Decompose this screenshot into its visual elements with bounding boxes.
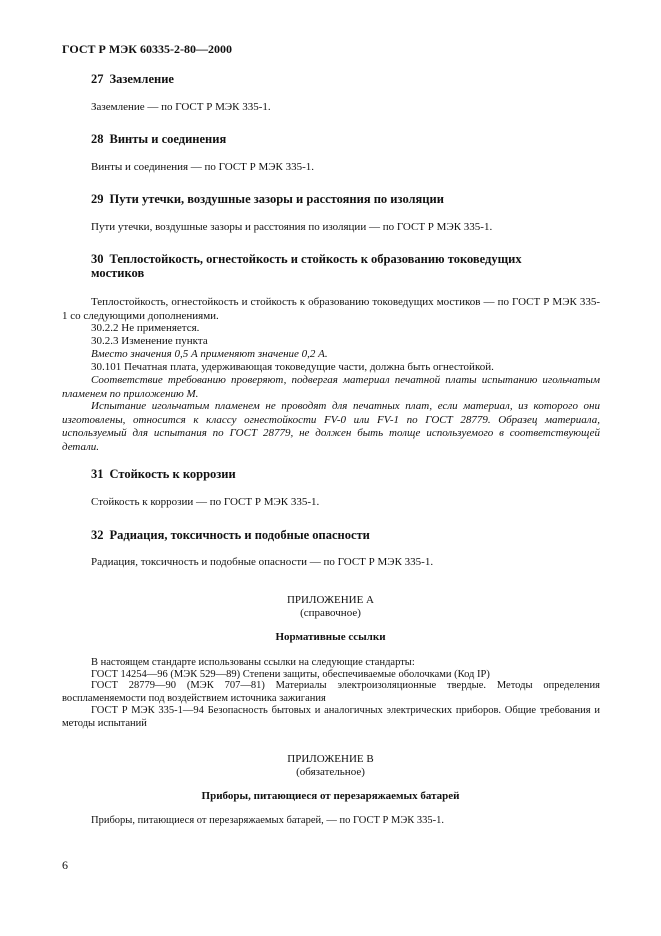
- section-number: 27: [91, 72, 104, 86]
- section-number: 31: [91, 467, 104, 481]
- appendix-b-text: Приборы, питающиеся от перезаряжаемых батарей, — по ГОСТ Р МЭК 335-1.: [91, 815, 445, 826]
- appendix-b-label: ПРИЛОЖЕНИЕ В: [287, 753, 374, 765]
- section-title-text: Теплостойкость, огнестойкость и стойкость к образованию токоведущих: [109, 252, 522, 266]
- clause-30-2-2: 30.2.2 Не применяется.: [91, 322, 200, 334]
- section-28-title: [91, 132, 226, 147]
- clause-30-2-3: 30.2.3 Изменение пункта: [91, 335, 208, 347]
- section-28-text: Винты и соединения — по ГОСТ Р МЭК 335-1.: [91, 161, 315, 173]
- section-number: 30: [91, 252, 104, 266]
- appendix-a-label: ПРИЛОЖЕНИЕ А: [286, 594, 374, 606]
- section-29-text: Пути утечки, воздушные зазоры и расстояния по изоляции — по ГОСТ Р МЭК 335-1.: [91, 221, 493, 233]
- section-30-title-cont: мостиков: [91, 266, 145, 280]
- section-number: 29: [91, 192, 104, 206]
- compliance-text: Соответствие требованию проверяют, подвергая материал печатной платы испытанию игольчатым пламенем по приложению М.: [62, 374, 600, 400]
- reference-item: ГОСТ Р МЭК 335-1—94 Безопасность бытовых и аналогичных электрических приборов. Общие требования и методы испытаний: [62, 705, 600, 729]
- appendix-a-title: Нормативные ссылки: [275, 631, 386, 643]
- needle-flame-test-text: Испытание игольчатым пламенем не проводят для печатных плат, если материал, из которого они изготовлены, относится к классу огнестойкости FV-0 или FV-1 по ГОСТ 28779. Образец материала, используемый для испытания по ГОСТ 28779, не должен быть толще используемого в соответствующей детали.: [62, 400, 600, 453]
- section-title-text: Пути утечки, воздушные зазоры и расстояния по изоляции: [109, 192, 444, 206]
- appendix-b-status: (обязательное): [296, 766, 365, 778]
- section-title-text: Радиация, токсичность и подобные опасности: [109, 528, 370, 542]
- clause-30-101: 30.101 Печатная плата, удерживающая токоведущие части, должна быть огнестойкой.: [91, 361, 494, 373]
- section-30-title: [91, 252, 601, 267]
- section-32-title: [91, 528, 370, 543]
- section-30-para: Теплостойкость, огнестойкость и стойкость к образованию токоведущих мостиков — по ГОСТ Р МЭК 335-1 со следующими дополнениями.: [62, 296, 600, 322]
- section-31-text: Стойкость к коррозии — по ГОСТ Р МЭК 335-1.: [91, 496, 320, 508]
- appendix-a-status: (справочное): [300, 607, 361, 619]
- section-27-title: [91, 72, 174, 87]
- section-32-text: Радиация, токсичность и подобные опасности — по ГОСТ Р МЭК 335-1.: [91, 556, 434, 568]
- reference-item: ГОСТ 14254—96 (МЭК 529—89) Степени защиты, обеспечиваемые оболочками (Код IP): [91, 669, 490, 680]
- clause-30-2-3-text: Вместо значения 0,5 А применяют значение 0,2 А.: [91, 348, 328, 360]
- section-title-text: Винты и соединения: [109, 132, 227, 146]
- section-31-title: [91, 467, 236, 482]
- section-title-text: Заземление: [109, 72, 174, 86]
- section-title-text: Стойкость к коррозии: [109, 467, 236, 481]
- section-number: 28: [91, 132, 104, 146]
- appendix-b-title: Приборы, питающиеся от перезаряжаемых батарей: [201, 790, 460, 802]
- section-27-text: Заземление — по ГОСТ Р МЭК 335-1.: [91, 101, 271, 113]
- section-number: 32: [91, 528, 104, 542]
- document-header: ГОСТ Р МЭК 60335-2-80—2000: [62, 42, 232, 56]
- reference-item: ГОСТ 28779—90 (МЭК 707—81) Материалы электроизоляционные твердые. Методы определения воспламеняемости под воздействием источника зажигания: [62, 680, 600, 704]
- appendix-a-intro: В настоящем стандарте использованы ссылки на следующие стандарты:: [91, 657, 415, 668]
- page-number: 6: [62, 858, 68, 872]
- section-29-title: [91, 192, 444, 207]
